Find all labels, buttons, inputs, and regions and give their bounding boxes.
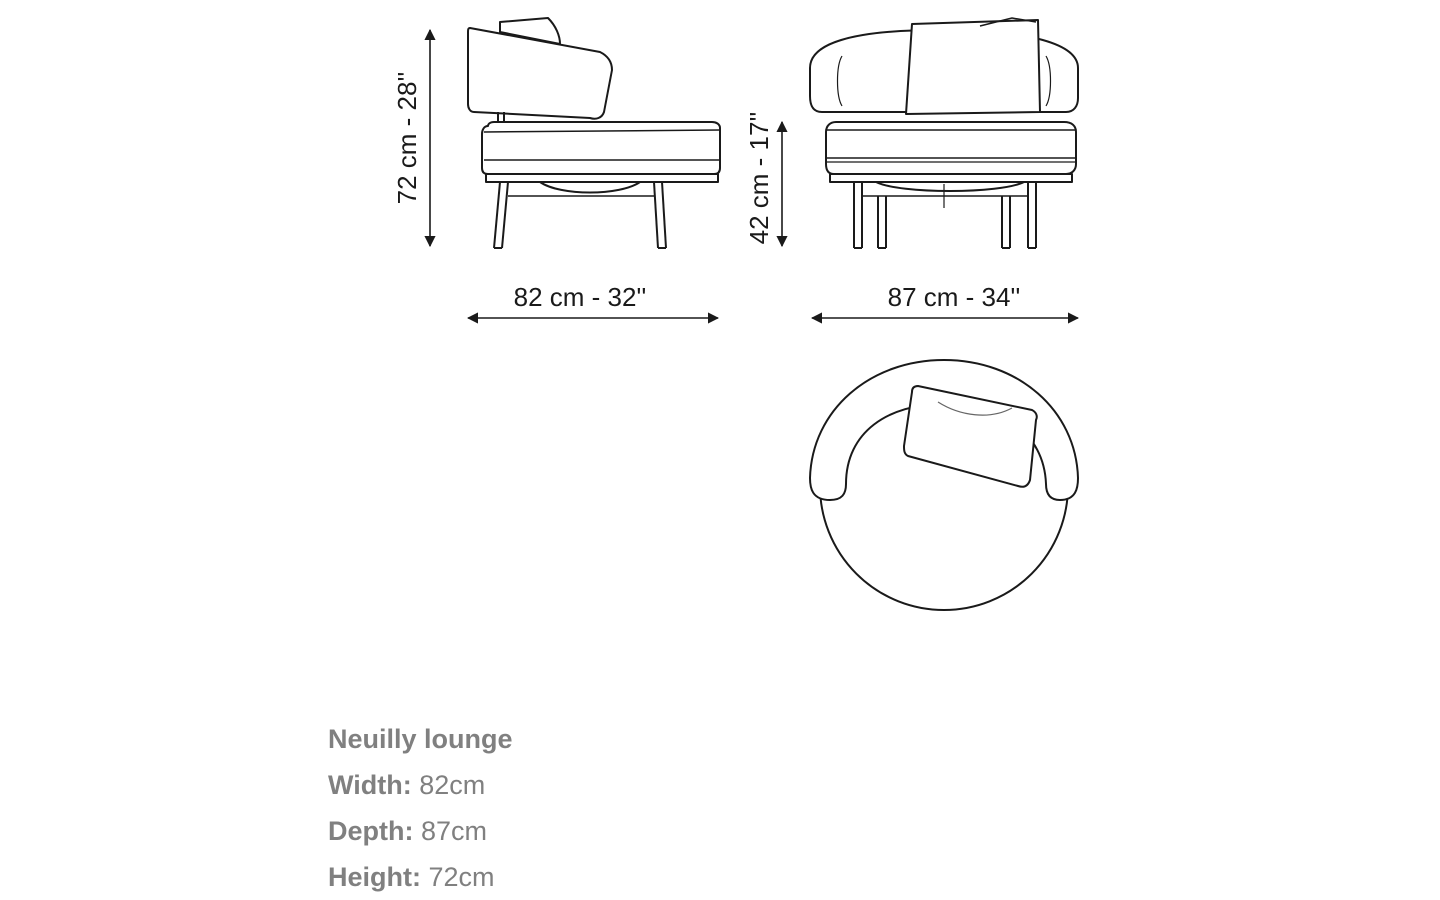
spec-depth-label: Depth: xyxy=(328,816,414,846)
spec-height xyxy=(328,854,513,900)
front-seat-height-label: 42 cm - 17'' xyxy=(744,111,774,245)
side-width-label: 82 cm - 32'' xyxy=(513,282,647,312)
spec-depth-value: 87cm xyxy=(421,816,488,846)
front-view xyxy=(810,18,1078,248)
spec-width-label: Width: xyxy=(328,770,412,800)
front-width-label: 87 cm - 34'' xyxy=(887,282,1021,312)
spec-width xyxy=(328,762,513,808)
side-view xyxy=(468,18,720,248)
spec-height-label: Height: xyxy=(328,862,421,892)
product-title: Neuilly lounge xyxy=(328,724,513,754)
side-height-label: 72 cm - 28'' xyxy=(392,71,422,205)
product-specs xyxy=(328,716,513,900)
spec-depth xyxy=(328,808,513,854)
spec-width-value: 82cm xyxy=(419,770,486,800)
spec-height-value: 72cm xyxy=(428,862,495,892)
top-view xyxy=(810,360,1078,610)
